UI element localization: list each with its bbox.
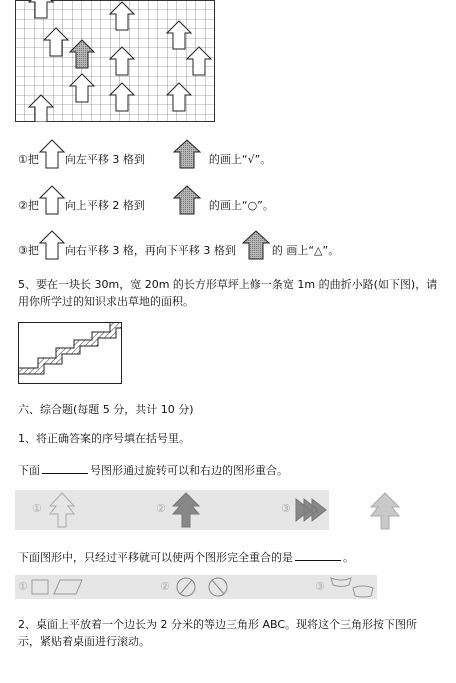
q6-1-intro: 1、将正确答案的序号填在括号里。: [18, 432, 190, 445]
item-middle: 向左平移 3 格到: [64, 153, 145, 166]
option-label: ②: [160, 580, 170, 593]
tree-arrow-gray-icon: [170, 491, 202, 529]
item-prefix: ①把: [18, 153, 39, 166]
item-suffix: 的画上“√”。: [208, 153, 272, 166]
cup-shape-pair-icon: [327, 574, 377, 600]
line2-text: 下面图形中，只经过平移就可以使两个图形完全重合的是: [18, 551, 293, 564]
tree-arrow-outline-icon: [47, 491, 77, 529]
option-label: ①: [18, 580, 28, 593]
q6-2-text: 2、桌面上平放着一个边长为 2 分米的等边三角形 ABC。现将这个三角形按下图所示，紧贴着桌面进行滚动。: [18, 618, 418, 648]
line1-a: 下面: [18, 464, 40, 477]
answer-blank[interactable]: [295, 549, 341, 561]
option-label: ①: [32, 502, 42, 515]
slashed-circle-pair-icon: [172, 576, 238, 598]
up-arrow-white-icon: [39, 230, 65, 260]
option-label: ②: [156, 502, 166, 515]
q6-1-line2: [18, 549, 354, 565]
tree-arrow-reference-icon: [368, 491, 402, 531]
option-label: ③: [281, 502, 291, 515]
item-middle: 向上平移 2 格到: [64, 199, 145, 212]
up-arrow-gray-icon: [173, 185, 201, 215]
q5-text: 5、要在一块长 30m，宽 20m 的长方形草坪上修一条宽 1m 的曲折小路(如下图)，请用你所学过的知识求出草地的面积。: [18, 278, 438, 308]
section6-title: 六、综合题(每题 5 分，共计 10 分): [18, 403, 194, 416]
item-prefix: ③把: [18, 244, 39, 257]
parallelogram-pair-icon: [30, 576, 90, 598]
q4-item-1: [18, 137, 271, 169]
up-arrow-white-icon: [39, 185, 65, 215]
up-arrow-gray-icon: [173, 139, 201, 169]
tree-arrow-right-icon: [294, 491, 328, 529]
option-label: ③: [315, 580, 325, 593]
item-middle: 向右平移 3 格，再向下平移 3 格到: [64, 244, 236, 257]
translation-grid-figure: [15, 0, 215, 122]
zigzag-path-figure: [18, 322, 122, 384]
item-prefix: ②把: [18, 199, 39, 212]
q4-item-2: [18, 183, 274, 215]
item-suffix: 的画上“○”。: [208, 199, 274, 212]
answer-blank[interactable]: [42, 462, 88, 474]
q4-item-3: [18, 228, 339, 260]
line2-end: 。: [343, 551, 354, 564]
up-arrow-white-icon: [39, 139, 65, 169]
line1-b: 号图形通过旋转可以和右边的图形重合。: [90, 464, 288, 477]
up-arrow-gray-icon: [242, 230, 270, 260]
q6-1-line1: [18, 462, 288, 478]
item-suffix: 的 画上“△”。: [271, 244, 340, 257]
